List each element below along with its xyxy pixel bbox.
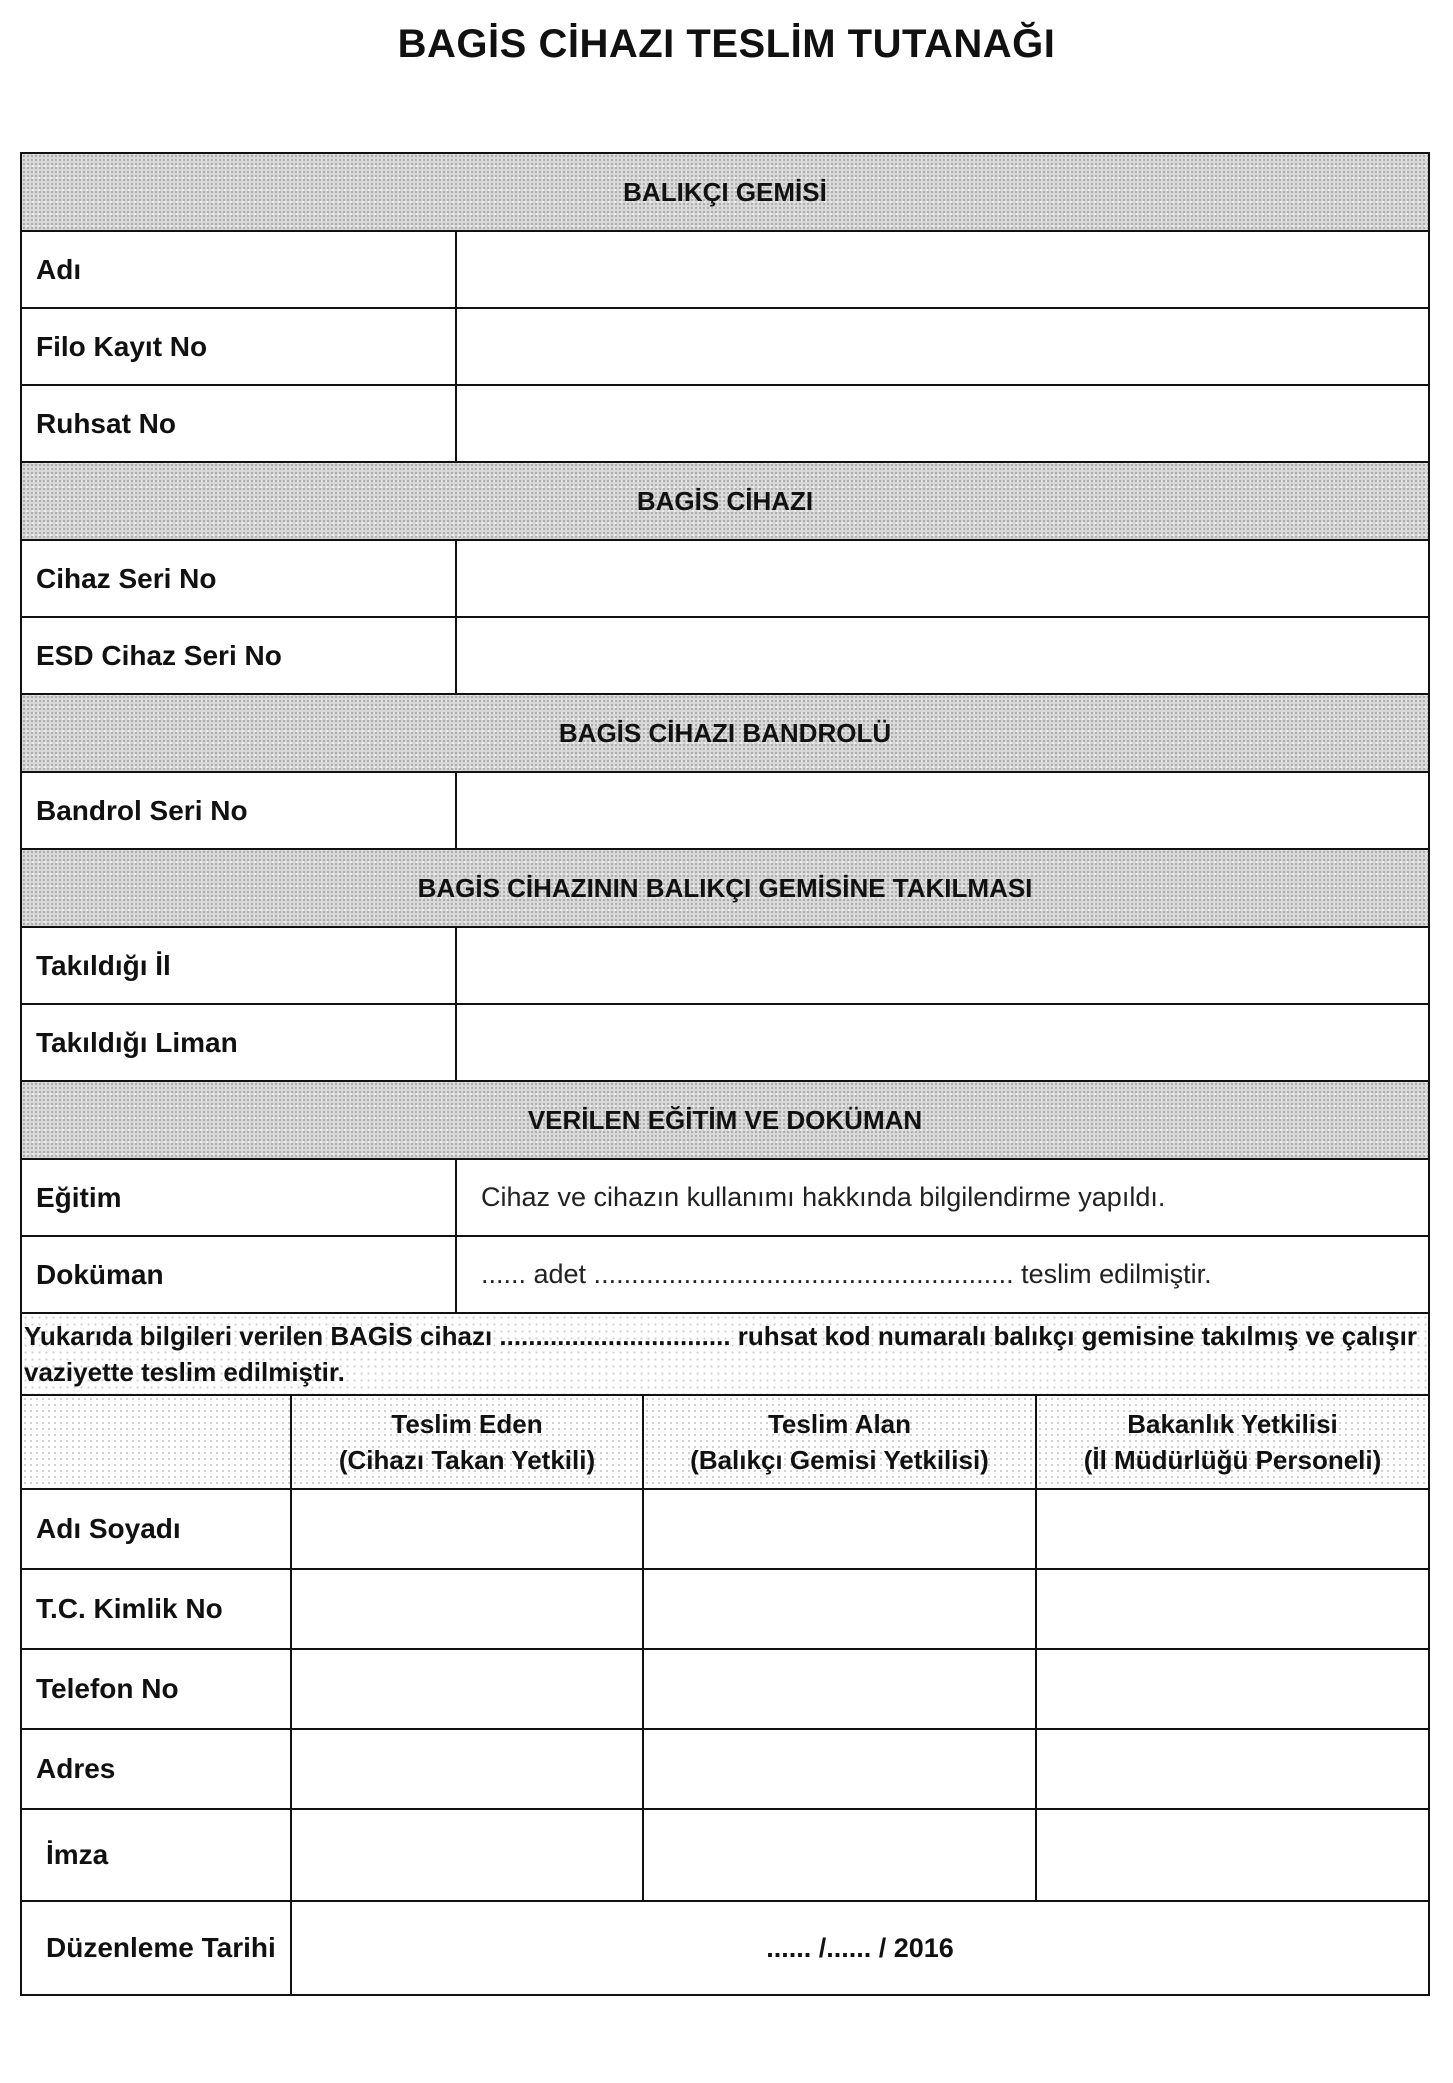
section-header-device: BAGİS CİHAZI [21, 462, 1429, 540]
cell-phone-delivered-by[interactable] [291, 1649, 643, 1729]
column-header-received-by [643, 1395, 1036, 1489]
info-table [20, 152, 1430, 1396]
column-header-received-by-role: (Balıkçı Gemisi Yetkilisi) [690, 1445, 989, 1475]
cell-phone-ministry-official[interactable] [1036, 1649, 1429, 1729]
value-training: Cihaz ve cihazın kullanımı hakkında bilgilendirme yapıldı. [456, 1159, 1429, 1236]
section-header-vessel: BALIKÇI GEMİSİ [21, 153, 1429, 231]
cell-signature-delivered-by[interactable] [291, 1809, 643, 1901]
column-header-delivered-by-role: (Cihazı Takan Yetkili) [338, 1445, 596, 1475]
cell-id-received-by[interactable] [643, 1569, 1036, 1649]
row-label-phone-no: Telefon No [21, 1649, 291, 1729]
column-header-delivered-by [291, 1395, 643, 1489]
column-header-ministry-official-role: (İl Müdürlüğü Personeli) [1083, 1445, 1382, 1475]
label-install-province: Takıldığı İl [21, 927, 456, 1004]
row-label-address: Adres [21, 1729, 291, 1809]
cell-phone-received-by[interactable] [643, 1649, 1036, 1729]
delivery-form [20, 152, 1430, 1996]
cell-name-received-by[interactable] [643, 1489, 1036, 1569]
section-header-install: BAGİS CİHAZININ BALIKÇI GEMİSİNE TAKILMASI [21, 849, 1429, 927]
section-header-training: VERİLEN EĞİTİM VE DOKÜMAN [21, 1081, 1429, 1159]
cell-address-delivered-by[interactable] [291, 1729, 643, 1809]
field-device-serial-no[interactable] [456, 540, 1429, 617]
label-fleet-registry-no: Filo Kayıt No [21, 308, 456, 385]
field-band-serial-no[interactable] [456, 772, 1429, 849]
cell-name-ministry-official[interactable] [1036, 1489, 1429, 1569]
row-label-tc-id-no: T.C. Kimlik No [21, 1569, 291, 1649]
label-esd-device-serial-no: ESD Cihaz Seri No [21, 617, 456, 694]
column-header-ministry-official-title: Bakanlık Yetkilisi [1127, 1409, 1338, 1439]
field-fleet-registry-no[interactable] [456, 308, 1429, 385]
signature-corner-cell [21, 1395, 291, 1489]
page-title: BAGİS CİHAZI TESLİM TUTANAĞI [397, 22, 1056, 66]
issue-date-field[interactable]: ...... /...... / 2016 [291, 1901, 1429, 1995]
cell-id-ministry-official[interactable] [1036, 1569, 1429, 1649]
label-document: Doküman [21, 1236, 456, 1313]
cell-name-delivered-by[interactable] [291, 1489, 643, 1569]
label-device-serial-no: Cihaz Seri No [21, 540, 456, 617]
row-label-name-surname: Adı Soyadı [21, 1489, 291, 1569]
row-label-issue-date: Düzenleme Tarihi [21, 1901, 291, 1995]
section-header-band: BAGİS CİHAZI BANDROLÜ [21, 694, 1429, 772]
column-header-ministry-official [1036, 1395, 1429, 1489]
cell-id-delivered-by[interactable] [291, 1569, 643, 1649]
field-install-port[interactable] [456, 1004, 1429, 1081]
row-label-signature: İmza [21, 1809, 291, 1901]
cell-signature-received-by[interactable] [643, 1809, 1036, 1901]
signature-table [20, 1394, 1430, 1996]
field-license-no[interactable] [456, 385, 1429, 462]
field-install-province[interactable] [456, 927, 1429, 1004]
delivery-statement: Yukarıda bilgileri verilen BAGİS cihazı ................................ ruhsat kod numaralı balıkçı gemisine takılmış ve çalışır vaziyette teslim edilmiştir. [21, 1313, 1429, 1395]
column-header-received-by-title: Teslim Alan [767, 1409, 912, 1439]
cell-address-received-by[interactable] [643, 1729, 1036, 1809]
cell-address-ministry-official[interactable] [1036, 1729, 1429, 1809]
label-license-no: Ruhsat No [21, 385, 456, 462]
field-vessel-name[interactable] [456, 231, 1429, 308]
field-esd-device-serial-no[interactable] [456, 617, 1429, 694]
cell-signature-ministry-official[interactable] [1036, 1809, 1429, 1901]
label-training: Eğitim [21, 1159, 456, 1236]
label-band-serial-no: Bandrol Seri No [21, 772, 456, 849]
label-install-port: Takıldığı Liman [21, 1004, 456, 1081]
column-header-delivered-by-title: Teslim Eden [391, 1409, 543, 1439]
value-document[interactable]: ...... adet ........................................................ teslim edilmiştir. [456, 1236, 1429, 1313]
label-vessel-name: Adı [21, 231, 456, 308]
